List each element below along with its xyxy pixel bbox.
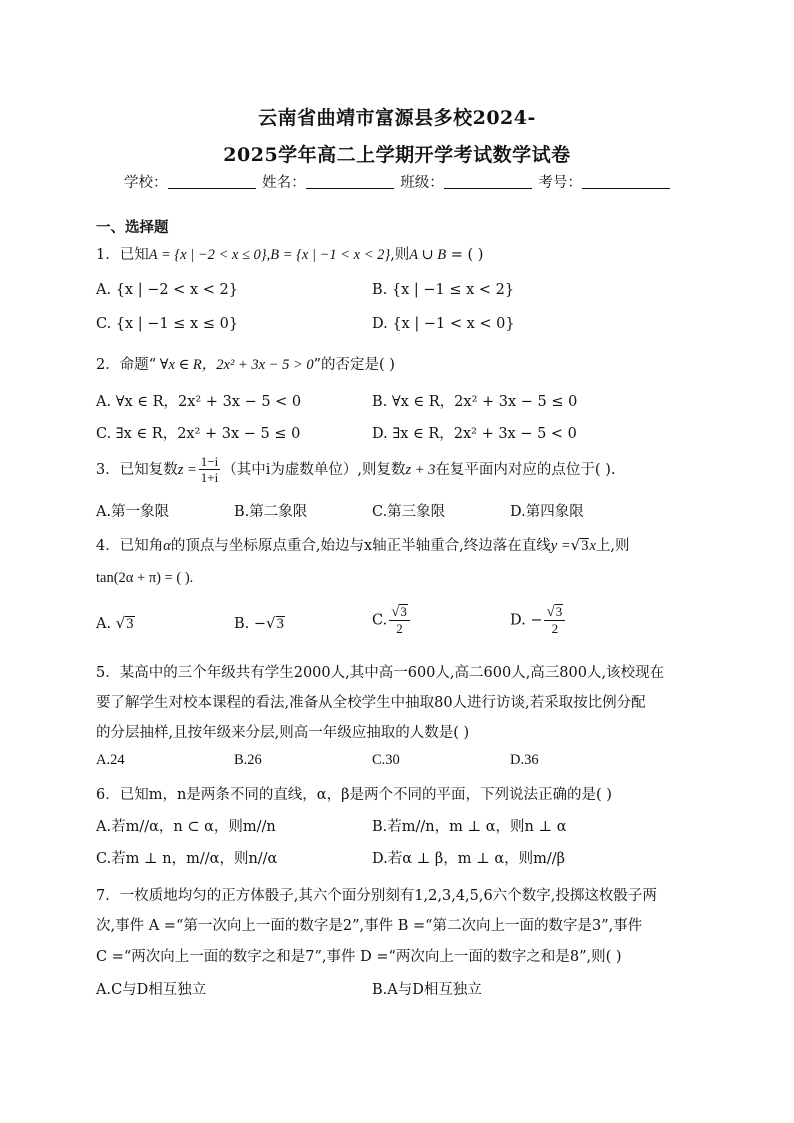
q4-option-a[interactable]: A. √3 (96, 614, 134, 632)
q4-option-d[interactable]: D. − $\frac{√3}{2}$ (510, 604, 567, 637)
q1-set-a: A = {x | −2 < x ≤ 0} (148, 247, 267, 263)
q3-option-d[interactable]: D.第四象限 (510, 504, 584, 520)
q3-option-c[interactable]: C.第三象限 (372, 504, 446, 520)
name-blank[interactable] (306, 174, 394, 189)
q3-option-a[interactable]: A.第一象限 (96, 504, 170, 520)
q2-option-d[interactable]: D. ∃x ∈ R，2x² + 3x − 5 < 0 (372, 426, 577, 442)
q3-stem: 3．已知复数z = $\frac{1-i}{1+i}$ （其中i为虚数单位）,则复数z + 3在复平面内对应的点位于( ). (96, 454, 616, 485)
q5-option-c[interactable]: C.30 (372, 752, 400, 768)
q7-stem-line3: C =“两次向上一面的数字之和是7”,事件 D =“两次向上一面的数字之和是8”,则( ) (96, 949, 622, 965)
q4-option-b[interactable]: B. −√3 (234, 614, 284, 632)
q1-option-b[interactable]: B. {x | −1 ≤ x < 2} (372, 282, 515, 298)
exam-title-line2: 2025学年高二上学期开学考试数学试卷 (223, 144, 571, 166)
q7-option-b[interactable]: B.A与D相互独立 (372, 982, 482, 998)
q2-proposition: ∀x ∈ R，2x² + 3x − 5 > 0 (156, 357, 314, 373)
q7-option-a[interactable]: A.C与D相互独立 (96, 982, 207, 998)
q5-option-a[interactable]: A.24 (96, 752, 125, 768)
number-blank[interactable] (582, 174, 670, 189)
q7-stem-line1: 7．一枚质地均匀的正方体骰子,其六个面分别刻有1,2,3,4,5,6六个数字,投掷这枚骰子两 (96, 888, 657, 904)
q5-stem-line2: 要了解学生对校本课程的看法,准备从全校学生中抽取80人进行访谈,若采取按比例分配 (96, 695, 646, 711)
class-blank[interactable] (444, 174, 532, 189)
class-label: 班级： (400, 175, 444, 191)
q5-stem-line3: 的分层抽样,且按年级来分层,则高一年级应抽取的人数是( ) (96, 725, 470, 741)
q2-option-b[interactable]: B. ∀x ∈ R，2x² + 3x − 5 ≤ 0 (372, 394, 578, 410)
q1-stem: 1．已知A = {x | −2 < x ≤ 0},B = {x | −1 < x < 2},则A ∪ B = ( ) (96, 247, 484, 263)
q6-option-c[interactable]: C.若m ⊥ n，m//α，则n//α (96, 851, 278, 867)
school-blank[interactable] (168, 174, 256, 189)
q1-union: A ∪ B (409, 247, 447, 263)
student-info-row (124, 171, 672, 192)
q1-set-b: B = {x | −1 < x < 2} (270, 247, 391, 263)
q2-option-a[interactable]: A. ∀x ∈ R，2x² + 3x − 5 < 0 (96, 394, 302, 410)
q1-option-d[interactable]: D. {x | −1 < x < 0} (372, 316, 515, 332)
q6-option-a[interactable]: A.若m//α，n ⊂ α，则m//n (96, 819, 276, 835)
q3-option-b[interactable]: B.第二象限 (234, 504, 308, 520)
number-label: 考号： (538, 175, 582, 191)
q6-option-b[interactable]: B.若m//n，m ⊥ α，则n ⊥ α (372, 819, 567, 835)
q1-option-c[interactable]: C. {x | −1 ≤ x ≤ 0} (96, 316, 239, 332)
q6-option-d[interactable]: D.若α ⊥ β，m ⊥ α，则m//β (372, 851, 566, 867)
q6-stem: 6．已知m，n是两条不同的直线，α，β是两个不同的平面，下列说法正确的是( ) (96, 787, 612, 803)
q4-stem-line2: tan(2α + π) = ( ). (96, 570, 194, 586)
name-label: 姓名： (262, 175, 306, 191)
exam-title-line1: 云南省曲靖市富源县多校2024- (258, 107, 536, 129)
q2-stem: 2．命题“ ∀x ∈ R，2x² + 3x − 5 > 0”的否定是( ) (96, 357, 395, 373)
q2-option-c[interactable]: C. ∃x ∈ R，2x² + 3x − 5 ≤ 0 (96, 426, 301, 442)
q1-option-a[interactable]: A. {x | −2 < x < 2} (96, 282, 238, 298)
q4-stem: 4．已知角α的顶点与坐标原点重合,始边与x轴正半轴重合,终边落在直线y =√3x上,则 (96, 536, 630, 554)
q5-stem-line1: 5．某高中的三个年级共有学生2000人,其中高一600人,高二600人,高三800人,该校现在 (96, 665, 665, 681)
q5-option-b[interactable]: B.26 (234, 752, 262, 768)
q7-stem-line2: 次,事件 A =“第一次向上一面的数字是2”,事件 B =“第二次向上一面的数字是3”,事件 (96, 918, 643, 934)
q4-option-c[interactable]: C. $\frac{√3}{2}$ (372, 604, 412, 637)
q3-fraction: $\frac{1-i}{1+i}$ (200, 454, 219, 485)
section-heading: 一、选择题 (96, 220, 169, 236)
q5-option-d[interactable]: D.36 (510, 752, 539, 768)
school-label: 学校： (124, 175, 168, 191)
